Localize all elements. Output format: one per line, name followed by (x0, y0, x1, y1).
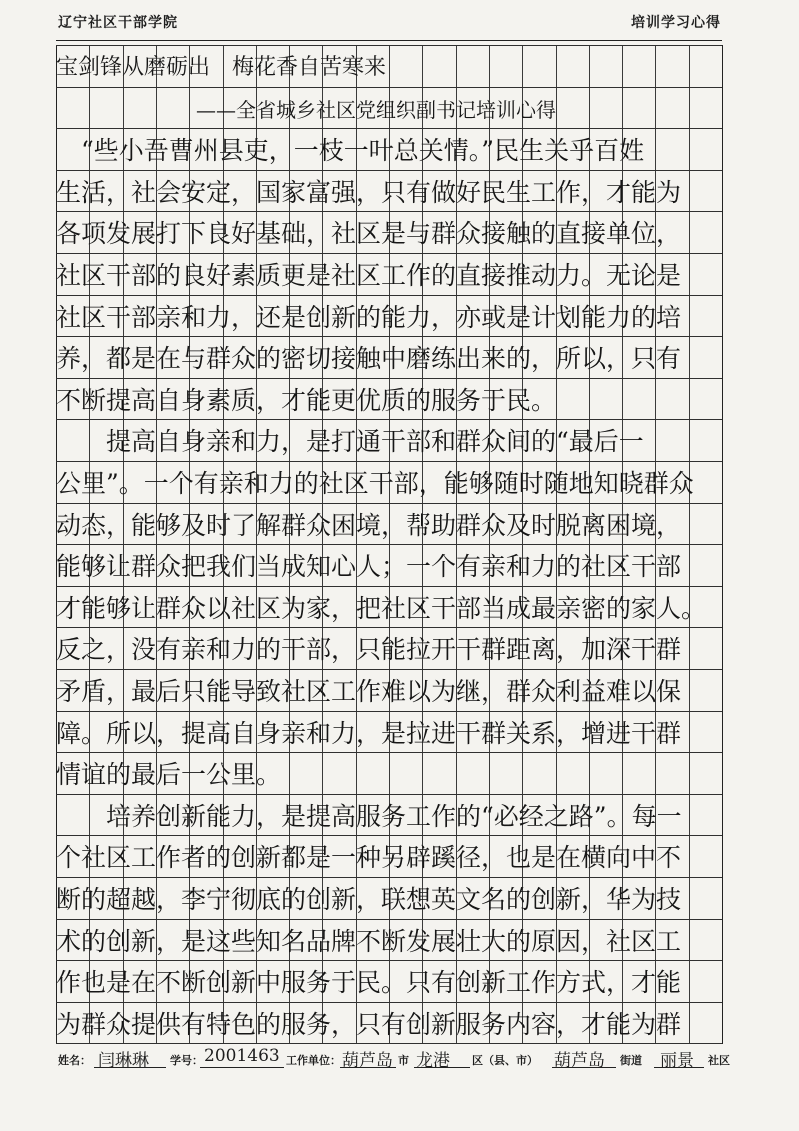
essay-title: 宝剑锋从磨砺出 梅花香自苦寒来 (56, 55, 387, 80)
essay-line: 反之，没有亲和力的干部，只能拉开干群距离，加深干群 (56, 635, 682, 665)
grid-row-line (56, 1002, 722, 1003)
grid-row-line (56, 752, 722, 753)
name-value: 闫琳琳 (98, 1051, 149, 1071)
grid-row-line (56, 253, 722, 254)
essay-line: 才能够让群众以社区为家，把社区干部当成最亲密的家人。 (56, 593, 707, 623)
essay-line: 公里”。一个有亲和力的社区干部，能够随时随地知晓群众 (56, 469, 694, 498)
essay-subtitle: ——全省城乡社区党组织副书记培训心得 (56, 97, 556, 122)
community-underline (654, 1067, 704, 1068)
name-label: 姓名： (58, 1054, 91, 1067)
grid-row-line (56, 960, 722, 961)
district-underline (414, 1067, 470, 1068)
district-value: 龙港 (416, 1051, 450, 1071)
footer-info (58, 1046, 758, 1072)
id-value: 2001463 (204, 1046, 280, 1066)
city-underline (340, 1067, 396, 1068)
street-value: 葫芦岛 (554, 1051, 605, 1071)
grid-row-line (56, 128, 722, 129)
grid-row-line (56, 627, 722, 628)
essay-line: 障。所以，提高自身亲和力，是拉进干群关系，增进干群 (56, 718, 682, 748)
essay-line: 术的创新，是这些知名品牌不断发展壮大的原因，社区工 (56, 926, 682, 956)
grid-row-line (56, 544, 722, 545)
grid-row-line (56, 919, 722, 920)
grid-row-line (56, 170, 722, 171)
grid-row-line (56, 669, 722, 670)
essay-line: 社区干部亲和力，还是创新的能力，亦或是计划能力的培 (56, 302, 682, 332)
essay-line: 养，都是在与群众的密切接触中磨练出来的，所以，只有 (56, 344, 682, 374)
header-institution: 辽宁社区干部学院 (58, 15, 178, 31)
grid-row-line (56, 711, 722, 712)
community-value: 丽景 (660, 1051, 694, 1071)
grid-row-line (56, 461, 722, 462)
street-label: 街道 (620, 1054, 642, 1067)
grid-row-line (56, 794, 722, 795)
essay-line: 个社区工作者的创新都是一种另辟蹊径，也是在横向中不 (56, 843, 682, 873)
essay-line: 提高自身亲和力，是打通干部和群众间的“最后一 (56, 427, 644, 457)
grid-row-line (56, 503, 722, 504)
essay-line: 各项发展打下良好基础，社区是与群众接触的直接单位， (56, 219, 682, 249)
grid-row-line (56, 1043, 722, 1044)
city-label: 市 (398, 1054, 409, 1067)
grid-row-line (56, 378, 722, 379)
unit-label: 工作单位： (286, 1054, 341, 1067)
essay-line: 为群众提供有特色的服务，只有创新服务内容，才能为群 (56, 1009, 682, 1039)
grid-row-line (56, 211, 722, 212)
grid-row-line (56, 835, 722, 836)
name-underline (94, 1067, 166, 1068)
grid-row-line (56, 877, 722, 878)
grid-row-line (56, 336, 722, 337)
essay-line: 作也是在不断创新中服务于民。只有创新工作方式，才能 (56, 968, 682, 998)
essay-line: 动态，能够及时了解群众困境，帮助群众及时脱离困境， (56, 510, 682, 540)
grid-row-line (56, 586, 722, 587)
essay-line: 生活，社会安定，国家富强，只有做好民生工作，才能为 (56, 177, 682, 207)
id-underline (200, 1067, 284, 1068)
header-doc-type: 培训学习心得 (631, 15, 721, 31)
grid-row-line (56, 45, 722, 46)
essay-line: 矛盾，最后只能导致社区工作难以为继，群众利益难以保 (56, 677, 682, 706)
grid-column-line (722, 45, 723, 1044)
essay-line: 能够让群众把我们当成知心人；一个有亲和力的社区干部 (56, 552, 682, 582)
essay-line: 情谊的最后一公里。 (56, 760, 282, 790)
community-label: 社区 (708, 1054, 730, 1067)
grid-row-line (56, 419, 722, 420)
grid-row-line (56, 87, 722, 88)
essay-line: 社区干部的良好素质更是社区工作的直接推动力。无论是 (56, 261, 682, 290)
writing-grid (56, 45, 722, 1044)
essay-line: 断的超越，李宁彻底的创新，联想英文名的创新，华为技 (56, 885, 682, 914)
district-label: 区（县、市） (472, 1054, 538, 1067)
essay-line: 培养创新能力，是提高服务工作的“必经之路”。每一 (56, 801, 682, 831)
essay-line: “些小吾曹州县吏，一枝一叶总关情。”民生关乎百姓 (56, 136, 645, 166)
city-value: 葫芦岛 (342, 1051, 393, 1071)
header-rule (56, 40, 722, 41)
id-label: 学号： (170, 1054, 203, 1067)
street-underline (552, 1067, 616, 1068)
essay-line: 不断提高自身素质，才能更优质的服务于民。 (56, 385, 557, 415)
grid-row-line (56, 295, 722, 296)
